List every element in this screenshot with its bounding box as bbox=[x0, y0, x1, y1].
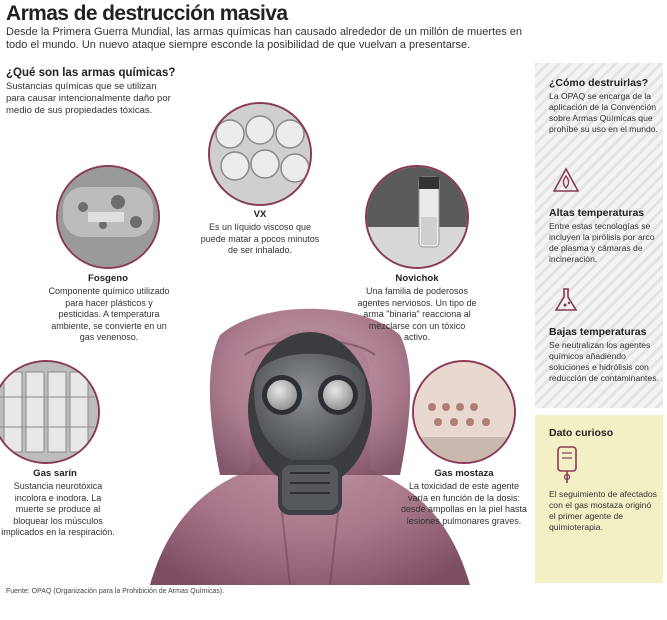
agent-name-novichok: Novichok bbox=[395, 273, 439, 284]
agent-desc-novichok: Una familia de poderosos agentes nerviosos. Un tipo de arma "binaria" reacciona al mezclarse con un tóxico activo. bbox=[357, 286, 477, 342]
sidebar-heading: ¿Cómo destruirlas? bbox=[549, 77, 649, 89]
low-temp-title: Bajas temperaturas bbox=[549, 326, 647, 338]
high-temp-text: Entre estas tecnologías se incluyen la pirólisis por arco de plasma y cámaras de incineración. bbox=[549, 221, 655, 264]
intro-text: Sustancias químicas que se utilizan para causar intencionalmente daño por medio de sus propiedades tóxicas. bbox=[6, 81, 171, 116]
source-note: Fuente: OPAQ (Organización para la Prohibición de Armas Químicas). bbox=[6, 588, 225, 595]
curiosity-text: El seguimiento de afectados con el gas mostaza originó el primer agente de quimioterapia. bbox=[549, 489, 657, 532]
iv-bag-icon bbox=[555, 445, 579, 485]
novichok-photo bbox=[365, 165, 469, 269]
gas-sarin-photo bbox=[0, 360, 100, 464]
vx-photo bbox=[208, 102, 312, 206]
agent-desc-gas-mostaza: La toxicidad de este agente varía en función de la dosis: desde ampollas en la piel hasta lesiones pulmonares graves. bbox=[400, 481, 528, 526]
intro-heading: ¿Qué son las armas químicas? bbox=[6, 67, 176, 79]
fosgeno-photo bbox=[56, 165, 160, 269]
high-temp-title: Altas temperaturas bbox=[549, 207, 645, 219]
rusted-tanks-image bbox=[58, 167, 158, 267]
agent-name-fosgeno: Fosgeno bbox=[88, 273, 128, 284]
flask-icon bbox=[553, 287, 579, 313]
agent-name-gas-mostaza: Gas mostaza bbox=[434, 468, 494, 479]
sidebar-text: La OPAQ se encarga de la aplicación de la Convención sobre Armas Químicas que prohíbe su uso en el mundo. bbox=[549, 91, 658, 134]
munitions-stack-image bbox=[0, 362, 98, 462]
agent-desc-vx: Es un líquido viscoso que puede matar a pocos minutos de ser inhalado. bbox=[200, 222, 320, 255]
skin-blisters-image bbox=[414, 362, 514, 462]
agent-name-gas-sarin: Gas sarín bbox=[33, 468, 77, 479]
low-temp-text: Se neutralizan los agentes químicos añadiendo soluciones e hidrólisis con reducción de contaminantes. bbox=[549, 340, 659, 383]
agent-desc-gas-sarin: Sustancia neurotóxica incolora e inodora. La muerte se produce al bloquear los músculos implicados en la respiración. bbox=[1, 481, 115, 537]
destruction-sidebar bbox=[535, 63, 663, 408]
agent-name-vx: VX bbox=[253, 209, 267, 220]
flame-warning-icon bbox=[553, 167, 579, 193]
curiosity-heading: Dato curioso bbox=[549, 427, 614, 439]
test-tube-image bbox=[367, 167, 467, 267]
storage-cylinders-image bbox=[210, 104, 310, 204]
page-subtitle: Desde la Primera Guerra Mundial, las armas químicas han causado alrededor de un millón de muertes en todo el mundo. Un nuevo ataque siempre esconde la posibilidad de que vuelvan a presentarse. bbox=[6, 26, 523, 51]
gas-mostaza-photo bbox=[412, 360, 516, 464]
agent-desc-fosgeno: Componente químico utilizado para hacer plásticos y pesticidas. A temperatura ambiente, se convierte en un gas venenoso. bbox=[48, 286, 170, 342]
curiosity-box bbox=[535, 415, 663, 583]
page-title: Armas de destrucción masiva bbox=[6, 2, 288, 25]
